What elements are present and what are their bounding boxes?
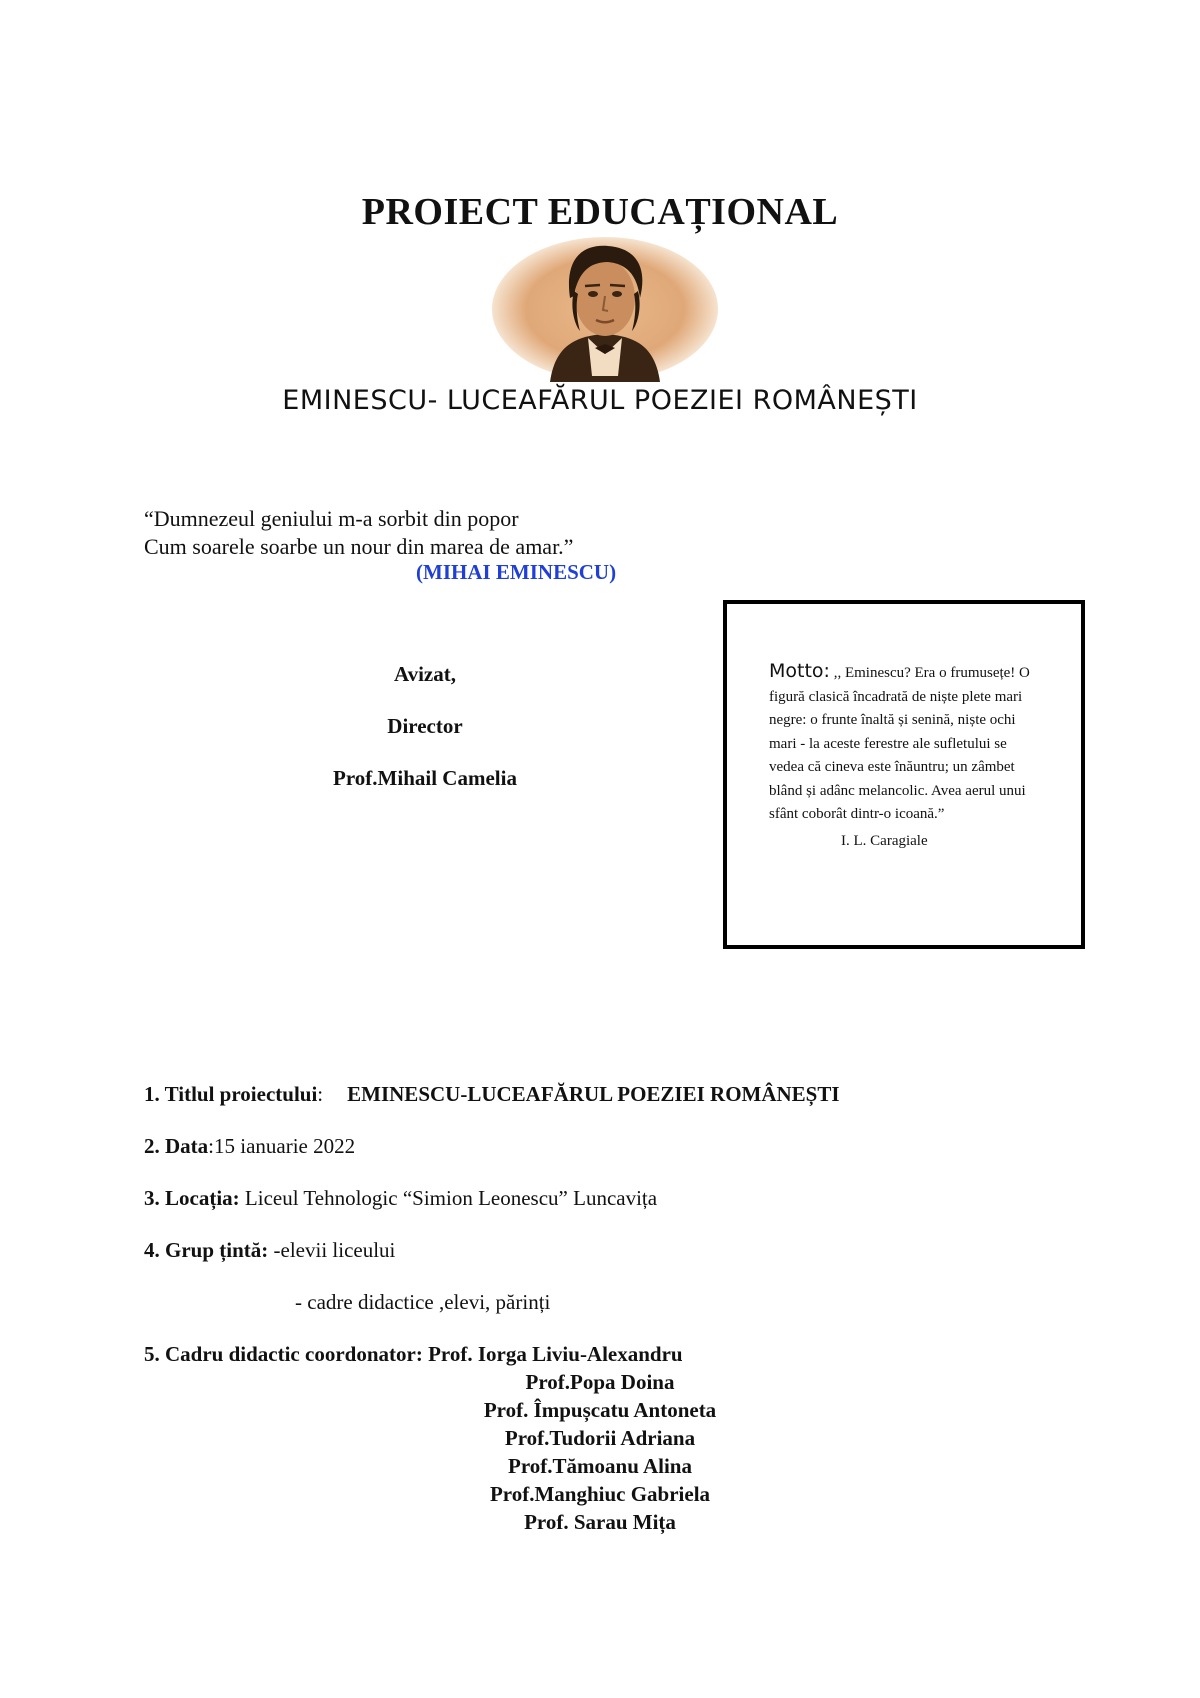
info-title-row — [144, 1082, 840, 1107]
coordinator-name-2: Prof.Popa Doina — [525, 1370, 675, 1394]
title-label: 1. Titlul proiectului — [144, 1082, 318, 1106]
coordinator-name-4: Prof.Tudorii Adriana — [504, 1426, 696, 1450]
target-value: -elevii liceului — [268, 1238, 396, 1262]
coordinator-name-1: Prof. Iorga Liviu-Alexandru — [428, 1342, 683, 1366]
quote-line-1: “Dumnezeul geniului m-a sorbit din popor — [144, 506, 519, 531]
quote-line-2: Cum soarele soarbe un nour din marea de amar.” — [144, 534, 574, 559]
approval-role: Director — [387, 714, 463, 738]
motto-label: Motto: — [769, 660, 830, 682]
date-value: :15 ianuarie 2022 — [208, 1134, 356, 1158]
coordinator-name-7: Prof. Sarau Mița — [524, 1510, 676, 1534]
approval-name: Prof.Mihail Camelia — [333, 766, 517, 790]
title-value: EMINESCU-LUCEAFĂRUL POEZIEI ROMÂNEȘTI — [347, 1082, 840, 1106]
approval-label: Avizat, — [393, 662, 456, 686]
coordinator-name-6: Prof.Manghiuc Gabriela — [489, 1482, 711, 1506]
date-label: 2. Data — [144, 1134, 209, 1158]
info-coordinator-row — [144, 1342, 683, 1367]
quote-author: (MIHAI EMINESCU) — [416, 560, 617, 584]
coordinator-name-5: Prof.Tămoanu Alina — [508, 1454, 692, 1478]
page-title: PROIECT EDUCAȚIONAL — [361, 191, 839, 233]
info-target-row — [144, 1238, 395, 1263]
info-location-row — [144, 1186, 657, 1211]
motto-text-block — [769, 660, 1043, 827]
title-separator: : — [317, 1082, 324, 1106]
target-label: 4. Grup țintă: — [144, 1238, 269, 1262]
location-value: Liceul Tehnologic “Simion Leonescu” Luncavița — [239, 1186, 658, 1210]
motto-author: I. L. Caragiale — [841, 832, 928, 849]
eminescu-portrait-image — [490, 236, 720, 382]
motto-box — [723, 600, 1085, 949]
coordinator-name-3: Prof. Împușcatu Antoneta — [483, 1398, 717, 1422]
info-target-row-2: - cadre didactice ,elevi, părinți — [295, 1290, 551, 1314]
motto-quote: ,, Eminescu? Era o frumusețe! O figură clasică încadrată de niște plete mari negre: o frunte înaltă și senină, niște ochi mari - la aceste ferestre ale sufletului se vedea că cineva este înăuntru; un zâmbet blând și adânc melancolic. Avea aerul unui sfânt coborât dintr-o icoană.” — [769, 665, 1030, 822]
project-subtitle: EMINESCU- LUCEAFĂRUL POEZIEI ROMÂNEȘTI — [282, 385, 918, 416]
coordinator-label: 5. Cadru didactic coordonator: — [144, 1342, 429, 1366]
location-label: 3. Locația: — [144, 1186, 240, 1210]
info-date-row — [144, 1134, 355, 1159]
